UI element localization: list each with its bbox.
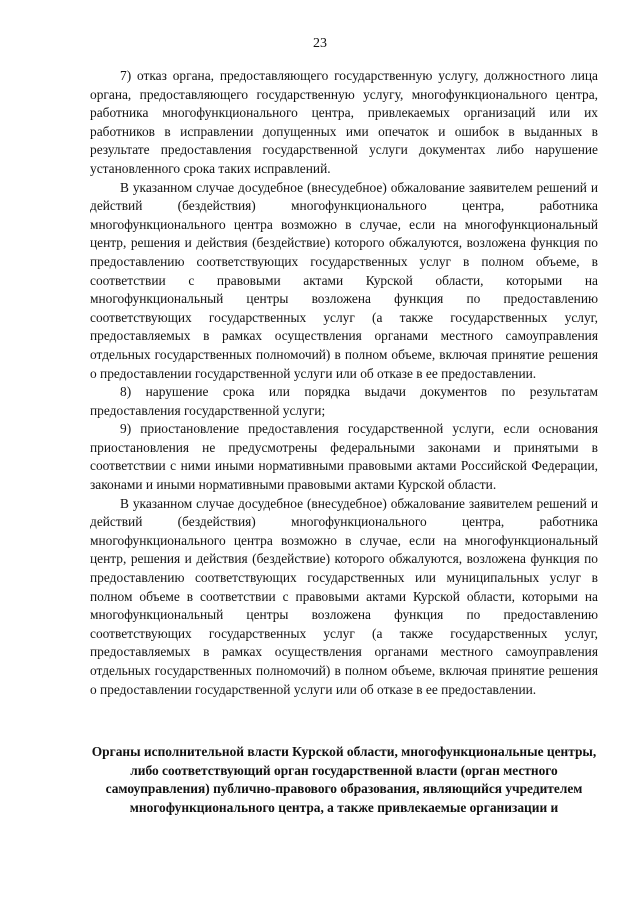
paragraph-item-7: 7) отказ органа, предоставляющего государственную услугу, должностного лица органа, предоставляющего государственную услугу, многофункционального центра, работника многофункционального центра, привлекаемых организаций или их работников в исправлении допущенных ими опечаток и ошибок в выданных в результате предоставления государственной услуги документах либо нарушение установленного срока таких исправлений. xyxy=(90,68,598,176)
page-number: 23 xyxy=(313,36,327,51)
paragraph-mfc-appeal-1: В указанном случае досудебное (внесудебное) обжалование заявителем решений и действий (бездействия) многофункционального центра, работника многофункционального центра возможно в случае, если на многофункциональный центр, решения и действия (бездействие) которого обжалуются, возложена функция по предоставлению соответствующих государственных услуг в полном объеме, в соответствии с правовыми актами Курской области, которыми на многофункциональный центры возложена функция по предоставлению соответствующих государственных услуг (а также государственных услуг, предоставляемых в рамках осуществления органами местного самоуправления отдельных государственных полномочий) в полном объеме, включая принятие решения о предоставлении государственной услуги или об отказе в ее предоставлении. xyxy=(90,179,598,381)
paragraph-mfc-appeal-2: В указанном случае досудебное (внесудебное) обжалование заявителем решений и действий (бездействия) многофункционального центра, работника многофункционального центра возможно в случае, если на многофункциональный центр, решения и действия (бездействие) которого обжалуются, возложена функция по предоставлению соответствующих государственных или муниципальных услуг в полном объеме в соответствии с правовыми актами Курской области, которыми на многофункциональный центры возложена функция по предоставлению соответствующих государственных услуг (а также государственных услуг, предоставляемых в рамках осуществления органами местного самоуправления отдельных государственных полномочий) в полном объеме, включая принятие решения о предоставлении государственной услуги или об отказе в ее предоставлении. xyxy=(90,495,598,697)
paragraph-item-8: 8) нарушение срока или порядка выдачи документов по результатам предоставления государственной услуги; xyxy=(90,384,598,418)
body-text xyxy=(90,67,598,699)
section-heading: Органы исполнительной власти Курской области, многофункциональные центры, либо соответствующий орган государственной власти (орган местного самоуправления) публично-правового образования, являющийся учредителем многофункционального центра, а также привлекаемые организации и xyxy=(91,744,597,815)
paragraph-item-9: 9) приостановление предоставления государственной услуги, если основания приостановления не предусмотрены федеральными законами и принятыми в соответствии с ними иными нормативными правовыми актами Российской Федерации, законами и иными нормативными правовыми актами Курской области. xyxy=(90,421,598,493)
